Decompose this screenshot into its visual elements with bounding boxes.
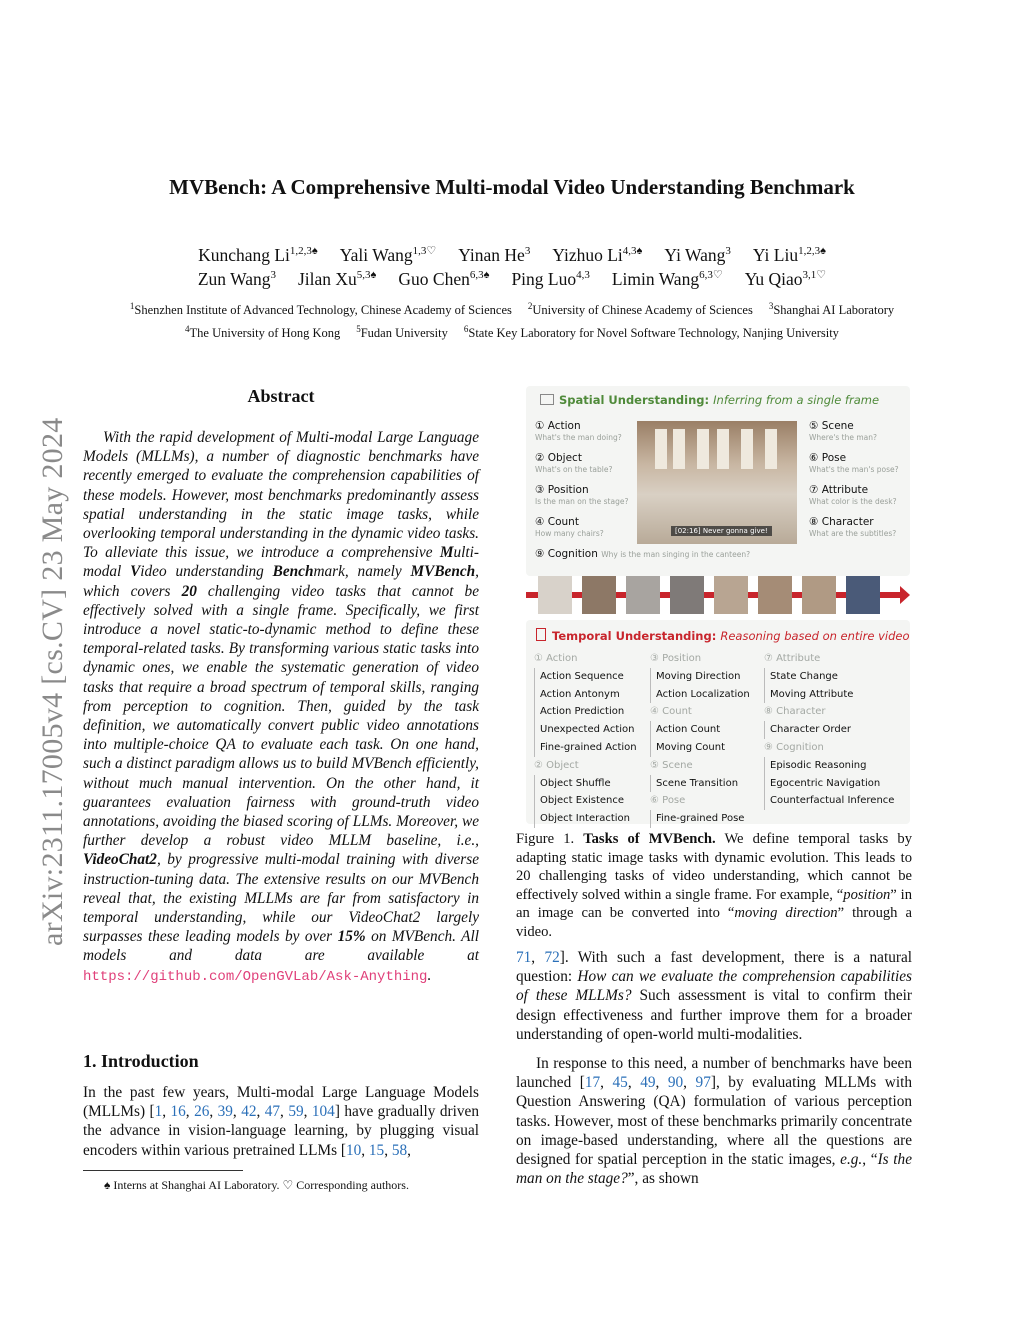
author-name: Yi Liu$^{1,2,3♠}$ (752, 244, 826, 265)
frame-thumbnail (758, 576, 792, 614)
temporal-panel (526, 620, 910, 824)
task-item: Action Prediction (534, 703, 637, 721)
video-frame-image (637, 421, 797, 544)
task-question: Is the man on the stage? (535, 497, 629, 506)
citation-link[interactable]: 47 (264, 1103, 281, 1121)
arrow-right-icon (900, 586, 910, 604)
task-category: ① Action (534, 653, 578, 664)
task-item: Moving Attribute (764, 686, 894, 704)
author-name: Guo Chen$^{6,3♠}$ (398, 268, 490, 289)
task-question: What's on the table? (535, 465, 613, 474)
task-item: Fine-grained Pose (650, 810, 750, 828)
cognition-task: ⑨ Cognition Why is the man singing in the canteen? (535, 548, 751, 560)
task-question: What's the man's pose? (809, 465, 899, 474)
author-affiliation-mark: 6,3♡ (699, 269, 723, 281)
paper-title: MVBench: A Comprehensive Multi-modal Video Understanding Benchmark (169, 175, 855, 199)
author-affiliation-mark: 4,3 (576, 269, 590, 281)
spatial-panel (526, 386, 910, 576)
citation-link[interactable]: 71 (516, 949, 532, 966)
frame-thumbnail (670, 576, 704, 614)
citation-link[interactable]: 10 (345, 1141, 362, 1159)
temporal-column-2 (650, 650, 750, 828)
spatial-task (809, 484, 897, 506)
frame-thumbnail (846, 576, 880, 614)
affiliation: $^2$University of Chinese Academy of Sciences (527, 301, 753, 318)
affiliation-number: 2 (527, 301, 533, 311)
authors-line-2 (0, 264, 1024, 290)
citation-link[interactable]: 104 (311, 1103, 335, 1121)
paragraph: In response to this need, a number of benchmarks have been launched [17, 45, 49, 90, 97], by evaluating MLLMs with Question Answering (QA) formulation of various perception tasks. However, most of these benchmarks primarily concentrate on image-based understanding, where all the questions are designed for spatial perception in the static images, e.g., “Is the man on the stage?”, as shown (516, 1055, 912, 1188)
author-name: Ping Luo$^{4,3}$ (511, 268, 590, 289)
frame-thumbnail (802, 576, 836, 614)
task-item: Action Localization (650, 686, 750, 704)
github-link[interactable]: https://github.com/OpenGVLab/Ask-Anything (83, 968, 428, 985)
task-item: Episodic Reasoning (764, 757, 894, 775)
authors-line-1 (0, 240, 1024, 266)
abstract-heading: Abstract (247, 386, 315, 406)
task-question: What's the man doing? (535, 433, 622, 442)
author-name: Yu Qiao$^{3,1♡}$ (744, 268, 827, 289)
frame-thumbnail (626, 576, 660, 614)
task-question: What are the subtitles? (809, 529, 897, 538)
task-label: ⑥ Pose (809, 452, 847, 464)
task-item: Action Antonym (534, 686, 637, 704)
introduction-body: In the past few years, Multi-modal Large Language Models (MLLMs) [1, 16, 26, 39, 42, 47, 59, 104] have gradually driven the advance in vision-language learning, by plugging visual encoders within various pretrained LLMs [10, 15, 58, (83, 1084, 479, 1159)
spatial-task (535, 516, 604, 538)
spatial-task (535, 420, 622, 442)
task-item: Egocentric Navigation (764, 775, 894, 793)
task-item: Action Count (650, 721, 750, 739)
citation-link[interactable]: 45 (612, 1074, 628, 1092)
author-affiliation-mark: 1,2,3♠ (289, 245, 318, 257)
spatial-task (809, 516, 896, 538)
task-category: ② Object (534, 759, 579, 771)
affiliation: $^3$Shanghai AI Laboratory (768, 301, 895, 318)
task-question: Where's the man? (809, 433, 877, 442)
author-affiliation-mark: 1,2,3♠ (798, 245, 826, 257)
task-label: ② Object (535, 452, 582, 464)
author-name: Yali Wang$^{1,3♡}$ (339, 244, 437, 265)
figure-caption: Figure 1. Tasks of MVBench. We define temporal tasks by adapting static image tasks with dynamic evolution. This leads to 20 challenging tasks of video understanding, which cannot be effectively solved within a single frame. For example, “position” in an image can be converted into “moving direction” through a video. (516, 831, 912, 940)
task-category: ⑥ Pose (650, 795, 686, 807)
right-column-body (516, 948, 912, 1198)
frame-thumbnail (582, 576, 616, 614)
task-category: ⑤ Scene (650, 759, 693, 771)
citation-link[interactable]: 15 (368, 1141, 385, 1159)
spatial-task (809, 452, 899, 474)
author-name: Kunchang $Li^{1,2,3♠}$ (198, 244, 318, 265)
affiliation-number: 6 (463, 324, 469, 334)
task-item: Object Shuffle (534, 775, 637, 793)
task-item: Action Sequence (534, 668, 637, 686)
citation-link[interactable]: 17 (584, 1074, 601, 1092)
arxiv-identifier: arXiv:2311.17005v4 [cs.CV] 23 May 2024 (36, 417, 69, 946)
citation-link[interactable]: 59 (288, 1103, 304, 1121)
task-item: Moving Direction (650, 668, 750, 686)
citation-link[interactable]: 90 (667, 1074, 684, 1092)
citation-link[interactable]: 39 (217, 1103, 233, 1121)
image-icon (540, 394, 554, 405)
task-label: ⑤ Scene (809, 420, 854, 432)
spatial-task (535, 484, 628, 506)
author-affiliation-mark: 5,3♠ (356, 269, 377, 281)
task-item: Object Existence (534, 792, 637, 810)
affiliation-number: 4 (185, 324, 190, 334)
task-item: Character Order (764, 721, 894, 739)
spatial-heading: Spatial Understanding: Inferring from a single frame (540, 393, 879, 407)
task-item: Scene Transition (650, 775, 750, 793)
author-affiliation-mark: 4,3♠ (622, 245, 643, 257)
affiliation-number: 1 (129, 301, 135, 311)
task-item: State Change (764, 668, 894, 686)
citation-link[interactable]: 72 (544, 949, 560, 966)
citation-link[interactable]: 16 (170, 1103, 186, 1121)
task-category: ⑧ Character (764, 706, 826, 718)
spatial-task (809, 420, 877, 442)
author-affiliation-mark: 3,1♡ (802, 269, 827, 281)
author-name: Jilan $Xu^{5,3♠}$ (297, 268, 377, 289)
figure-1 (526, 386, 910, 824)
author-affiliation-mark: 6,3♠ (469, 269, 490, 281)
footnote-rule (83, 1170, 243, 1171)
affiliation-number: 3 (768, 301, 774, 311)
affiliation: $^6$State Key Laboratory for Novel Software Technology, Nanjing University (463, 324, 839, 341)
task-item: Object Interaction (534, 810, 637, 828)
task-item: Counterfactual Inference (764, 792, 894, 810)
task-category: ④ Count (650, 706, 692, 718)
task-question: How many chairs? (535, 529, 604, 538)
task-category: ⑦ Attribute (764, 653, 821, 664)
paragraph: 71, 72]. With such a fast development, there is a natural question: How can we evaluate the comprehension capabilities of these MLLMs? Such assessment is vital to confirm their design effectiveness and further improve them for a broader understanding of open-world multi-modalities. (516, 949, 912, 1043)
citation-link[interactable]: 49 (640, 1074, 656, 1092)
frame-strip (526, 576, 910, 614)
task-question: What color is the desk? (809, 497, 897, 506)
citation-link[interactable]: 97 (695, 1074, 711, 1092)
subtitle-caption: [02:16] Never gonna give! (671, 526, 772, 536)
temporal-column-1 (534, 650, 637, 828)
task-item: Moving Count (650, 739, 750, 757)
author-affiliation-mark: 1,3♡ (412, 245, 437, 257)
task-label: ③ Position (535, 484, 589, 496)
task-category: ⑨ Cognition (764, 741, 824, 753)
frame-thumbnail (714, 576, 748, 614)
spatial-task (535, 452, 612, 474)
author-affiliation-mark: 3 (270, 269, 276, 281)
author-affiliation-mark: 3 (524, 245, 531, 257)
task-label: ① Action (535, 420, 581, 432)
author-name: Zun Wang$^3$ (197, 268, 276, 289)
affiliation-number: 5 (356, 324, 361, 334)
affiliation: $^5$Fudan University (356, 324, 448, 341)
section-heading-introduction: 1. Introduction (83, 1051, 199, 1071)
citation-link[interactable]: 1 (154, 1103, 163, 1121)
temporal-heading: Temporal Understanding: Reasoning based on entire video (536, 628, 910, 643)
frame-thumbnail (538, 576, 572, 614)
task-category: ③ Position (650, 653, 702, 664)
temporal-column-3 (764, 650, 894, 810)
author-name: Yi Wang$^3$ (664, 244, 731, 265)
affiliation: $^4$The University of Hong Kong (185, 324, 341, 341)
author-name: Yizhuo $Li^{4,3♠}$ (552, 244, 643, 265)
citation-link[interactable]: 58 (391, 1141, 408, 1159)
footnote: ♠ Interns at Shanghai AI Laboratory. ♡ Corresponding authors. (104, 1178, 409, 1192)
author-name: Yinan He$^3$ (458, 244, 531, 265)
task-label: ④ Count (535, 516, 579, 528)
task-item: Unexpected Action (534, 721, 637, 739)
abstract-body: With the rapid development of Multi-modal Large Language Models (MLLMs), a number of diagnostic benchmarks have recently emerged to evaluate the comprehension capabilities of these models. However, most benchmarks predominantly assess spatial understanding in the static image tasks, while overlooking temporal understanding in the dynamic video tasks. To alleviate this issue, we introduce a comprehensive Multi-modal Video understanding Benchmark, namely MVBench, which covers 20 challenging video tasks that cannot be effectively solved with a single frame. Specifically, we first introduce a novel static-to-dynamic method to define these temporal-related tasks. By transforming various static tasks into dynamic ones, we enable the systematic generation of video tasks that require a broad spectrum of temporal skills, ranging from perception to cognition. Then, guided by the task definition, we automatically convert public video annotations into multiple-choice QA to evaluate each task. On one hand, such a distinct paradigm allows us to build MVBench efficiently, without much manual intervention. On the other hand, it guarantees evaluation fairness with ground-truth video annotations, avoiding the biased scoring of LLMs. Moreover, we further develop a robust video MLLM baseline, i.e., VideoChat2, by progressive multi-modal training with diverse instruction-tuning data. The extensive results on our MVBench reveal that, the existing MLLMs are far from satisfactory in temporal understanding, while our VideoChat2 largely surpasses these leading models by over 15% on MVBench. All models and data are available at https://github.com/OpenGVLab/Ask-Anything. (83, 429, 479, 985)
author-name: Limin Wang$^{6,3♡}$ (611, 268, 723, 289)
task-label: ⑧ Character (809, 516, 874, 528)
author-affiliation-mark: 3 (725, 245, 731, 257)
task-item: Fine-grained Action (534, 739, 637, 757)
citation-link[interactable]: 26 (194, 1103, 210, 1121)
task-label: ⑦ Attribute (809, 484, 869, 496)
affiliation: $^1$Shenzhen Institute of Advanced Technology, Chinese Academy of Sciences (129, 301, 512, 318)
film-icon (536, 628, 546, 641)
affiliations-line-2 (60, 318, 964, 344)
citation-link[interactable]: 42 (241, 1103, 257, 1121)
